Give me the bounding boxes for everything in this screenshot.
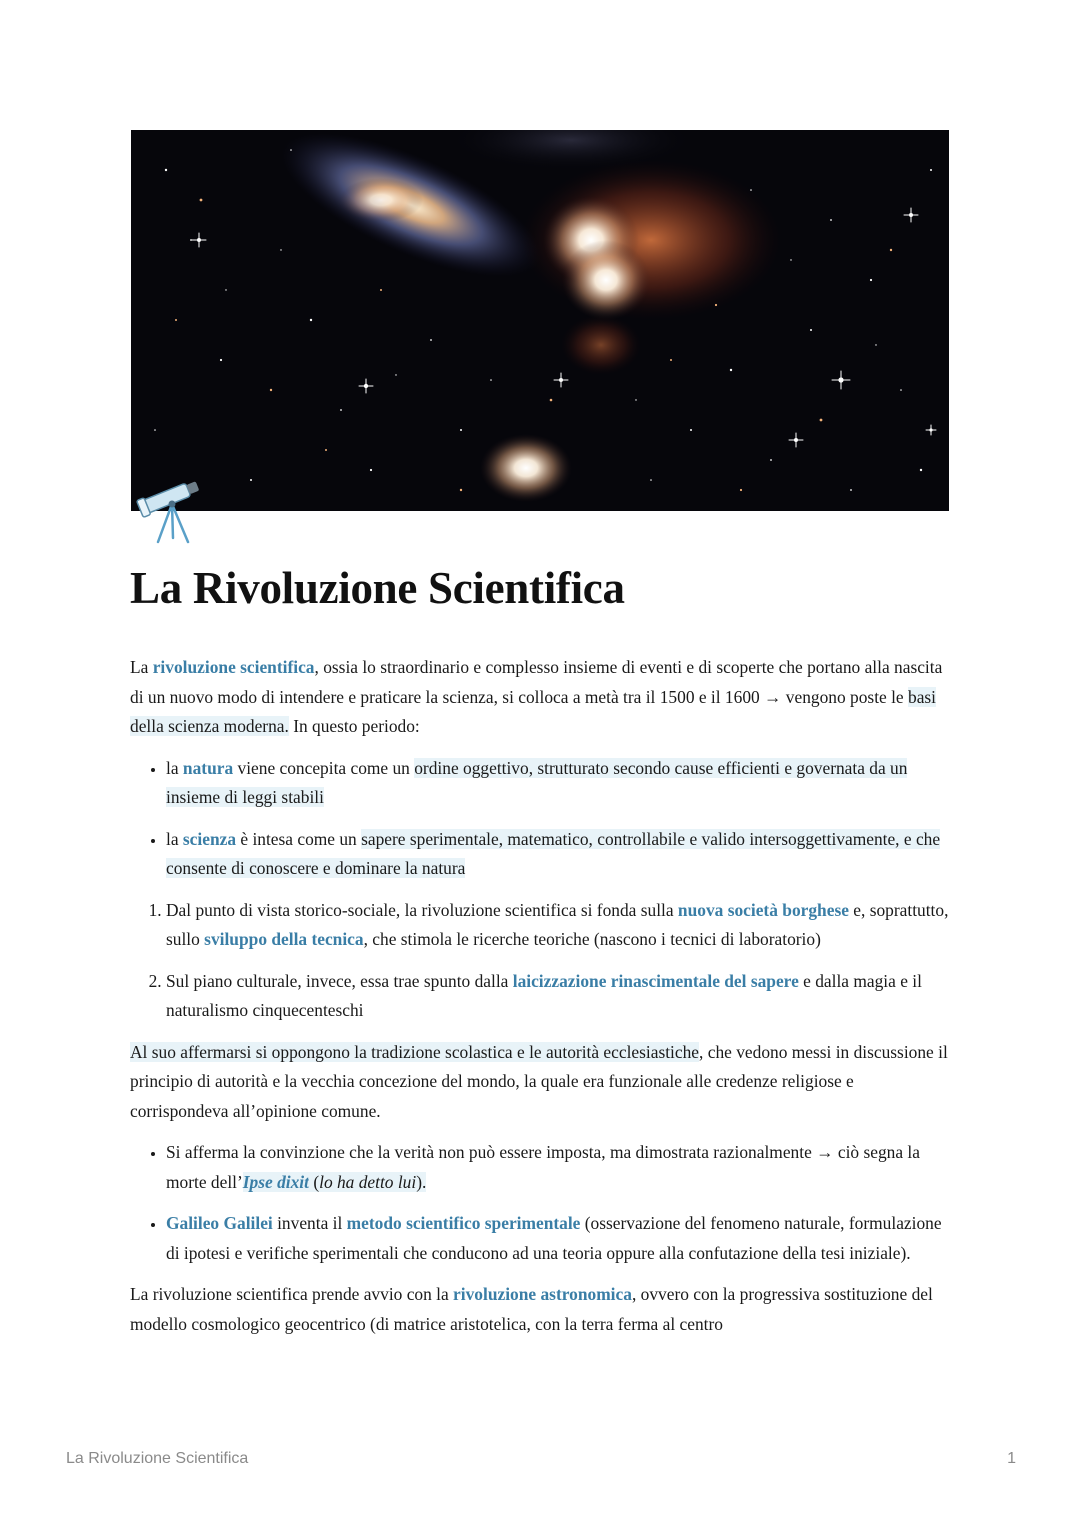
keyword-laicizzazione: laicizzazione rinascimentale del sapere	[512, 970, 799, 991]
telescope-icon	[136, 476, 208, 546]
keyword-sviluppo-tecnica: sviluppo della tecnica	[204, 929, 364, 949]
page-title: La Rivoluzione Scientifica	[130, 563, 625, 613]
highlight-sapere-sperimentale: sapere sperimentale, matematico, controllabile e valido intersoggettivamente, e che consente di conoscere e dominare la natura	[166, 828, 941, 878]
page-number: 1	[1007, 1450, 1016, 1467]
keyword-natura: natura	[182, 757, 234, 778]
translation-lo-ha-detto-lui: lo ha detto lui	[319, 1171, 417, 1192]
keyword-galileo-galilei: Galileo Galilei	[166, 1213, 273, 1233]
galaxy-image	[131, 130, 949, 511]
list-item: • la scienza è intesa come un sapere sperimentale, matematico, controllabile e valido intersoggettivamente, e che consente di conoscere e dominare la natura	[166, 825, 952, 884]
document-body	[130, 653, 952, 1351]
cover-image	[131, 130, 949, 511]
keyword-rivoluzione-scientifica: rivoluzione scientifica	[152, 657, 315, 677]
keyword-scienza: scienza	[182, 828, 237, 849]
list-item: • la natura viene concepita come un ordine oggettivo, strutturato secondo cause efficienti e governata da un insieme di leggi stabili	[166, 754, 952, 813]
bullet-list-1	[130, 754, 952, 884]
list-item: 2. Sul piano culturale, invece, essa trae spunto dalla laicizzazione rinascimentale del sapere e dalla magia e il naturalismo cinquecenteschi	[166, 967, 952, 1026]
numbered-list	[130, 896, 952, 1026]
footer-title: La Rivoluzione Scientifica	[66, 1450, 249, 1467]
keyword-rivoluzione-astronomica: rivoluzione astronomica	[453, 1284, 632, 1304]
astronomy-paragraph: La rivoluzione scientifica prende avvio con la rivoluzione astronomica, ovvero con la progressiva sostituzione del modello cosmologico geocentrico (di matrice aristotelica, con la terra ferma al centro	[130, 1284, 933, 1334]
list-item: • Galileo Galilei inventa il metodo scientifico sperimentale (osservazione del fenomeno naturale, formulazione di ipotesi e verifiche sperimentali che conducono ad una teoria oppure alla confutazione della tesi iniziale).	[166, 1209, 952, 1268]
list-item: 1. Dal punto di vista storico-sociale, la rivoluzione scientifica si fonda sulla nuova società borghese e, soprattutto, sullo sviluppo della tecnica, che stimola le ricerche teoriche (nascono i tecnici di laboratorio)	[166, 896, 952, 955]
highlight-opposizione: Al suo affermarsi si oppongono la tradizione scolastica e le autorità ecclesiastiche	[130, 1041, 700, 1062]
keyword-nuova-societa-borghese: nuova società borghese	[677, 899, 849, 920]
list-item: • Si afferma la convinzione che la verità non può essere imposta, ma dimostrata razionalmente → ciò segna la morte dell’Ipse dixit (lo ha detto lui).	[166, 1138, 952, 1197]
intro-paragraph: La rivoluzione scientifica, ossia lo straordinario e complesso insieme di eventi e di scoperte che portano alla nascita di un nuovo modo di intendere e praticare la scienza, si colloca a metà tra il 1500 e il 1600 → vengono poste le basi della scienza moderna. In questo periodo:	[130, 657, 943, 736]
page-footer	[66, 1450, 1016, 1468]
keyword-ipse-dixit: Ipse dixit	[242, 1171, 309, 1192]
opposition-paragraph: Al suo affermarsi si oppongono la tradizione scolastica e le autorità ecclesiastiche, che vedono messi in discussione il principio di autorità e la vecchia concezione del mondo, la quale era funzionale alle credenze religiose e corrispondeva all’opinione comune.	[130, 1041, 948, 1121]
highlight-basi-scienza: basi della scienza moderna.	[130, 686, 937, 736]
keyword-metodo-scientifico: metodo scientifico sperimentale	[346, 1213, 581, 1233]
highlight-ordine-oggettivo: ordine oggettivo, strutturato secondo cause efficienti e governata da un insieme di leggi stabili	[166, 757, 908, 807]
bullet-list-2	[130, 1138, 952, 1268]
